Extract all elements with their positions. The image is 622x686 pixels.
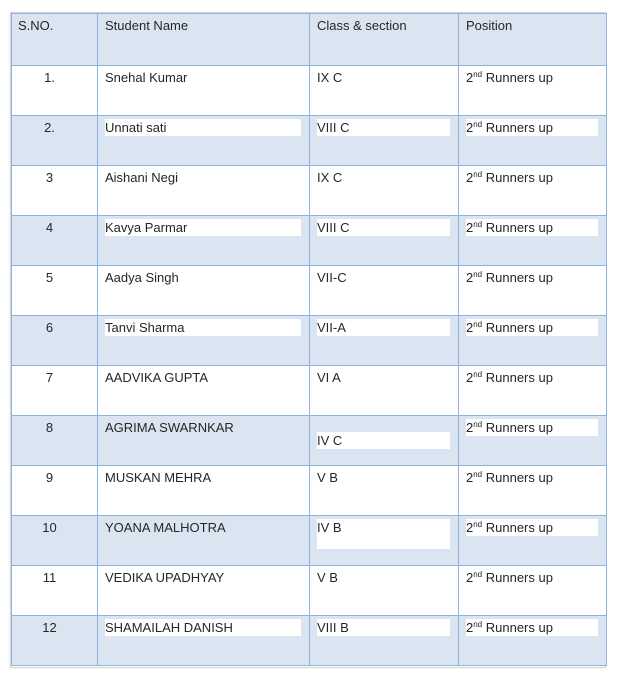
table-header-row bbox=[12, 14, 607, 66]
cell-sno: 12 bbox=[12, 616, 98, 666]
cell-student-name: SHAMAILAH DANISH bbox=[98, 616, 310, 666]
cell-student-name: Kavya Parmar bbox=[98, 216, 310, 266]
cell-sno: 8 bbox=[12, 416, 98, 466]
cell-sno: 7 bbox=[12, 366, 98, 416]
cell-student-name: Snehal Kumar bbox=[98, 66, 310, 116]
cell-position: 2nd Runners up bbox=[459, 366, 607, 416]
table-row bbox=[12, 516, 607, 566]
cell-student-name: AGRIMA SWARNKAR bbox=[98, 416, 310, 466]
cell-student-name: Aishani Negi bbox=[98, 166, 310, 216]
header-sno: S.NO. bbox=[12, 14, 98, 66]
cell-sno: 2. bbox=[12, 116, 98, 166]
cell-student-name: VEDIKA UPADHYAY bbox=[98, 566, 310, 616]
cell-class-section: V B bbox=[310, 466, 459, 516]
cell-position: 2nd Runners up bbox=[459, 516, 607, 566]
table-row bbox=[12, 366, 607, 416]
cell-position: 2nd Runners up bbox=[459, 66, 607, 116]
cell-sno: 5 bbox=[12, 266, 98, 316]
results-table bbox=[11, 13, 607, 666]
cell-position: 2nd Runners up bbox=[459, 266, 607, 316]
cell-sno: 3 bbox=[12, 166, 98, 216]
cell-position: 2nd Runners up bbox=[459, 416, 607, 466]
cell-position: 2nd Runners up bbox=[459, 166, 607, 216]
cell-sno: 4 bbox=[12, 216, 98, 266]
table-row bbox=[12, 116, 607, 166]
header-class-section: Class & section bbox=[310, 14, 459, 66]
cell-class-section: VIII C bbox=[310, 216, 459, 266]
cell-class-section: IV B bbox=[310, 516, 459, 566]
cell-sno: 11 bbox=[12, 566, 98, 616]
table-row bbox=[12, 66, 607, 116]
table-row bbox=[12, 466, 607, 516]
cell-student-name: MUSKAN MEHRA bbox=[98, 466, 310, 516]
cell-sno: 1. bbox=[12, 66, 98, 116]
cell-position: 2nd Runners up bbox=[459, 216, 607, 266]
table-row bbox=[12, 216, 607, 266]
cell-position: 2nd Runners up bbox=[459, 116, 607, 166]
cell-student-name: YOANA MALHOTRA bbox=[98, 516, 310, 566]
cell-class-section: VI A bbox=[310, 366, 459, 416]
cell-class-section: VIII C bbox=[310, 116, 459, 166]
cell-position: 2nd Runners up bbox=[459, 316, 607, 366]
cell-student-name: AADVIKA GUPTA bbox=[98, 366, 310, 416]
header-student-name: Student Name bbox=[98, 14, 310, 66]
cell-sno: 9 bbox=[12, 466, 98, 516]
header-position: Position bbox=[459, 14, 607, 66]
cell-student-name: Aadya Singh bbox=[98, 266, 310, 316]
cell-class-section: VII-C bbox=[310, 266, 459, 316]
cell-class-section: VII-A bbox=[310, 316, 459, 366]
table-row bbox=[12, 616, 607, 666]
table-row bbox=[12, 316, 607, 366]
table-row bbox=[12, 566, 607, 616]
cell-sno: 10 bbox=[12, 516, 98, 566]
table-row bbox=[12, 416, 607, 466]
cell-class-section: VIII B bbox=[310, 616, 459, 666]
cell-class-section: IX C bbox=[310, 166, 459, 216]
cell-sno: 6 bbox=[12, 316, 98, 366]
cell-position: 2nd Runners up bbox=[459, 466, 607, 516]
cell-class-section: IX C bbox=[310, 66, 459, 116]
cell-position: 2nd Runners up bbox=[459, 566, 607, 616]
table-row bbox=[12, 166, 607, 216]
cell-class-section: IV C bbox=[310, 416, 459, 466]
cell-class-section: V B bbox=[310, 566, 459, 616]
cell-student-name: Unnati sati bbox=[98, 116, 310, 166]
cell-student-name: Tanvi Sharma bbox=[98, 316, 310, 366]
table-row bbox=[12, 266, 607, 316]
cell-position: 2nd Runners up bbox=[459, 616, 607, 666]
